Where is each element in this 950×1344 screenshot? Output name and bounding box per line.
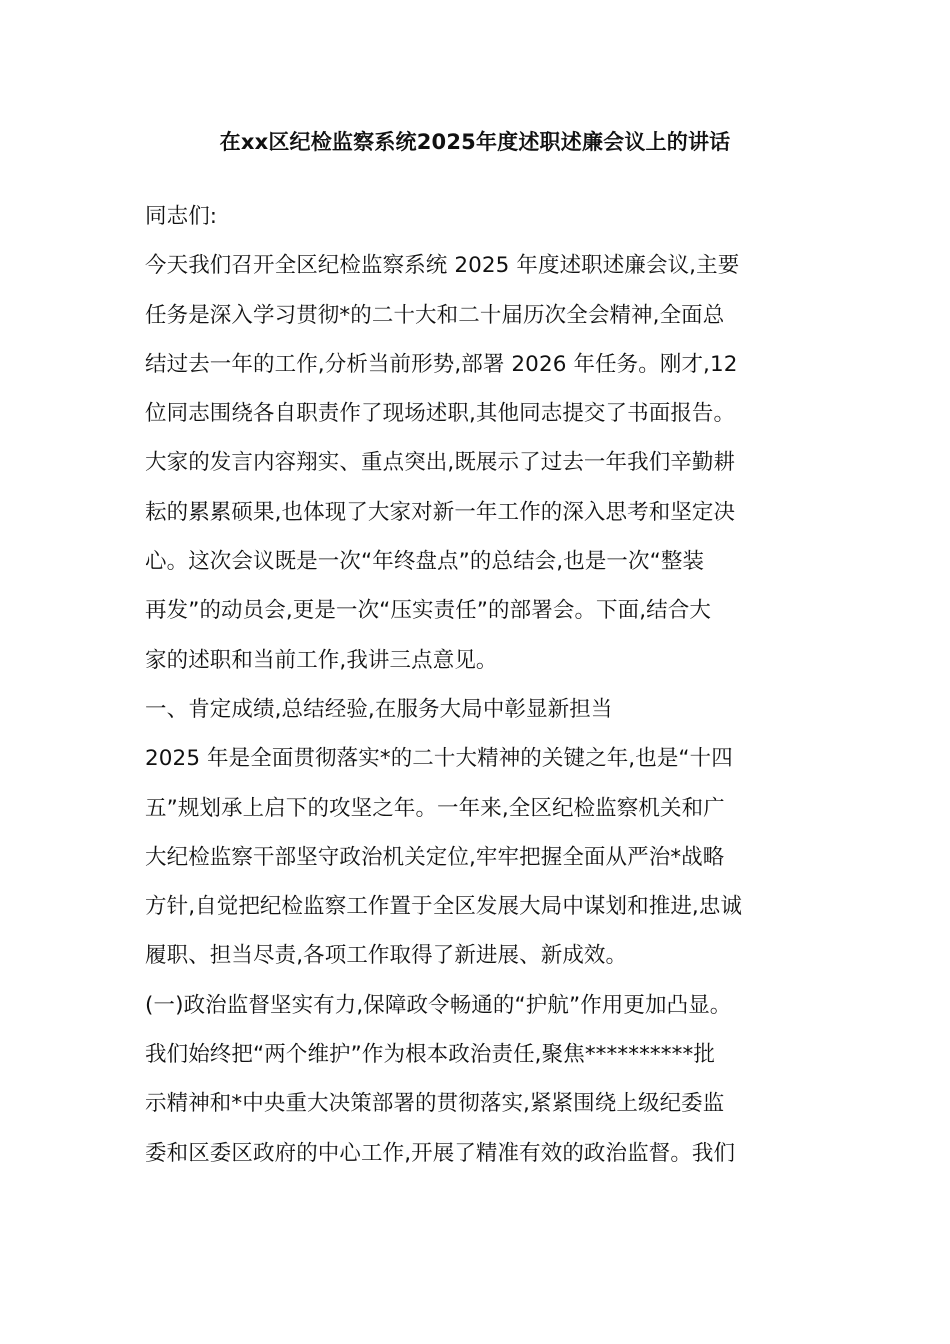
paragraph-line: 我们始终把“两个维护”作为根本政治责任,聚焦**********批 [145,1042,715,1068]
paragraph-line: 2025 年是全面贯彻落实*的二十大精神的关键之年,也是“十四 [145,746,733,772]
paragraph-line: 结过去一年的工作,分析当前形势,部署 2026 年任务。刚才,12 [145,351,738,377]
document-body [145,192,813,1178]
paragraph-line: 家的述职和当前工作,我讲三点意见。 [145,647,498,673]
paragraph-line: 履职、担当尽责,各项工作取得了新进展、新成效。 [145,943,628,969]
paragraph-line: 位同志围绕各自职责作了现场述职,其他同志提交了书面报告。 [145,401,736,427]
paragraph-line: 方针,自觉把纪检监察工作置于全区发展大局中谋划和推进,忠诚 [145,894,743,920]
paragraph-line: 今天我们召开全区纪检监察系统 2025 年度述职述廉会议,主要 [145,253,740,279]
paragraph-line: 示精神和*中央重大决策部署的贯彻落实,紧紧围绕上级纪委监 [145,1091,725,1117]
document-title: 在xx区纪检监察系统2025年度述职述廉会议上的讲话 [219,130,731,154]
paragraph-line: 耘的累累硕果,也体现了大家对新一年工作的深入思考和坚定决 [145,499,736,525]
paragraph-line: 心。这次会议既是一次“年终盘点”的总结会,也是一次“整装 [145,549,705,575]
salutation-line: 同志们: [145,204,218,229]
paragraph-line: 再发”的动员会,更是一次“压实责任”的部署会。下面,结合大 [145,598,711,624]
paragraph-line: 任务是深入学习贯彻*的二十大和二十届历次全会精神,全面总 [145,302,725,328]
paragraph-line: 委和区委区政府的中心工作,开展了精准有效的政治监督。我们 [145,1140,736,1166]
paragraph-line: 大纪检监察干部坚守政治机关定位,牢牢把握全面从严治*战略 [145,844,725,870]
paragraph-line: 大家的发言内容翔实、重点突出,既展示了过去一年我们辛勤耕 [145,450,736,476]
paragraph-line: 五”规划承上启下的攻坚之年。一年来,全区纪检监察机关和广 [145,795,725,821]
subsection-heading: (一)政治监督坚实有力,保障政令畅通的“护航”作用更加凸显。 [145,992,732,1018]
section-heading: 一、肯定成绩,总结经验,在服务大局中彰显新担当 [145,696,613,722]
